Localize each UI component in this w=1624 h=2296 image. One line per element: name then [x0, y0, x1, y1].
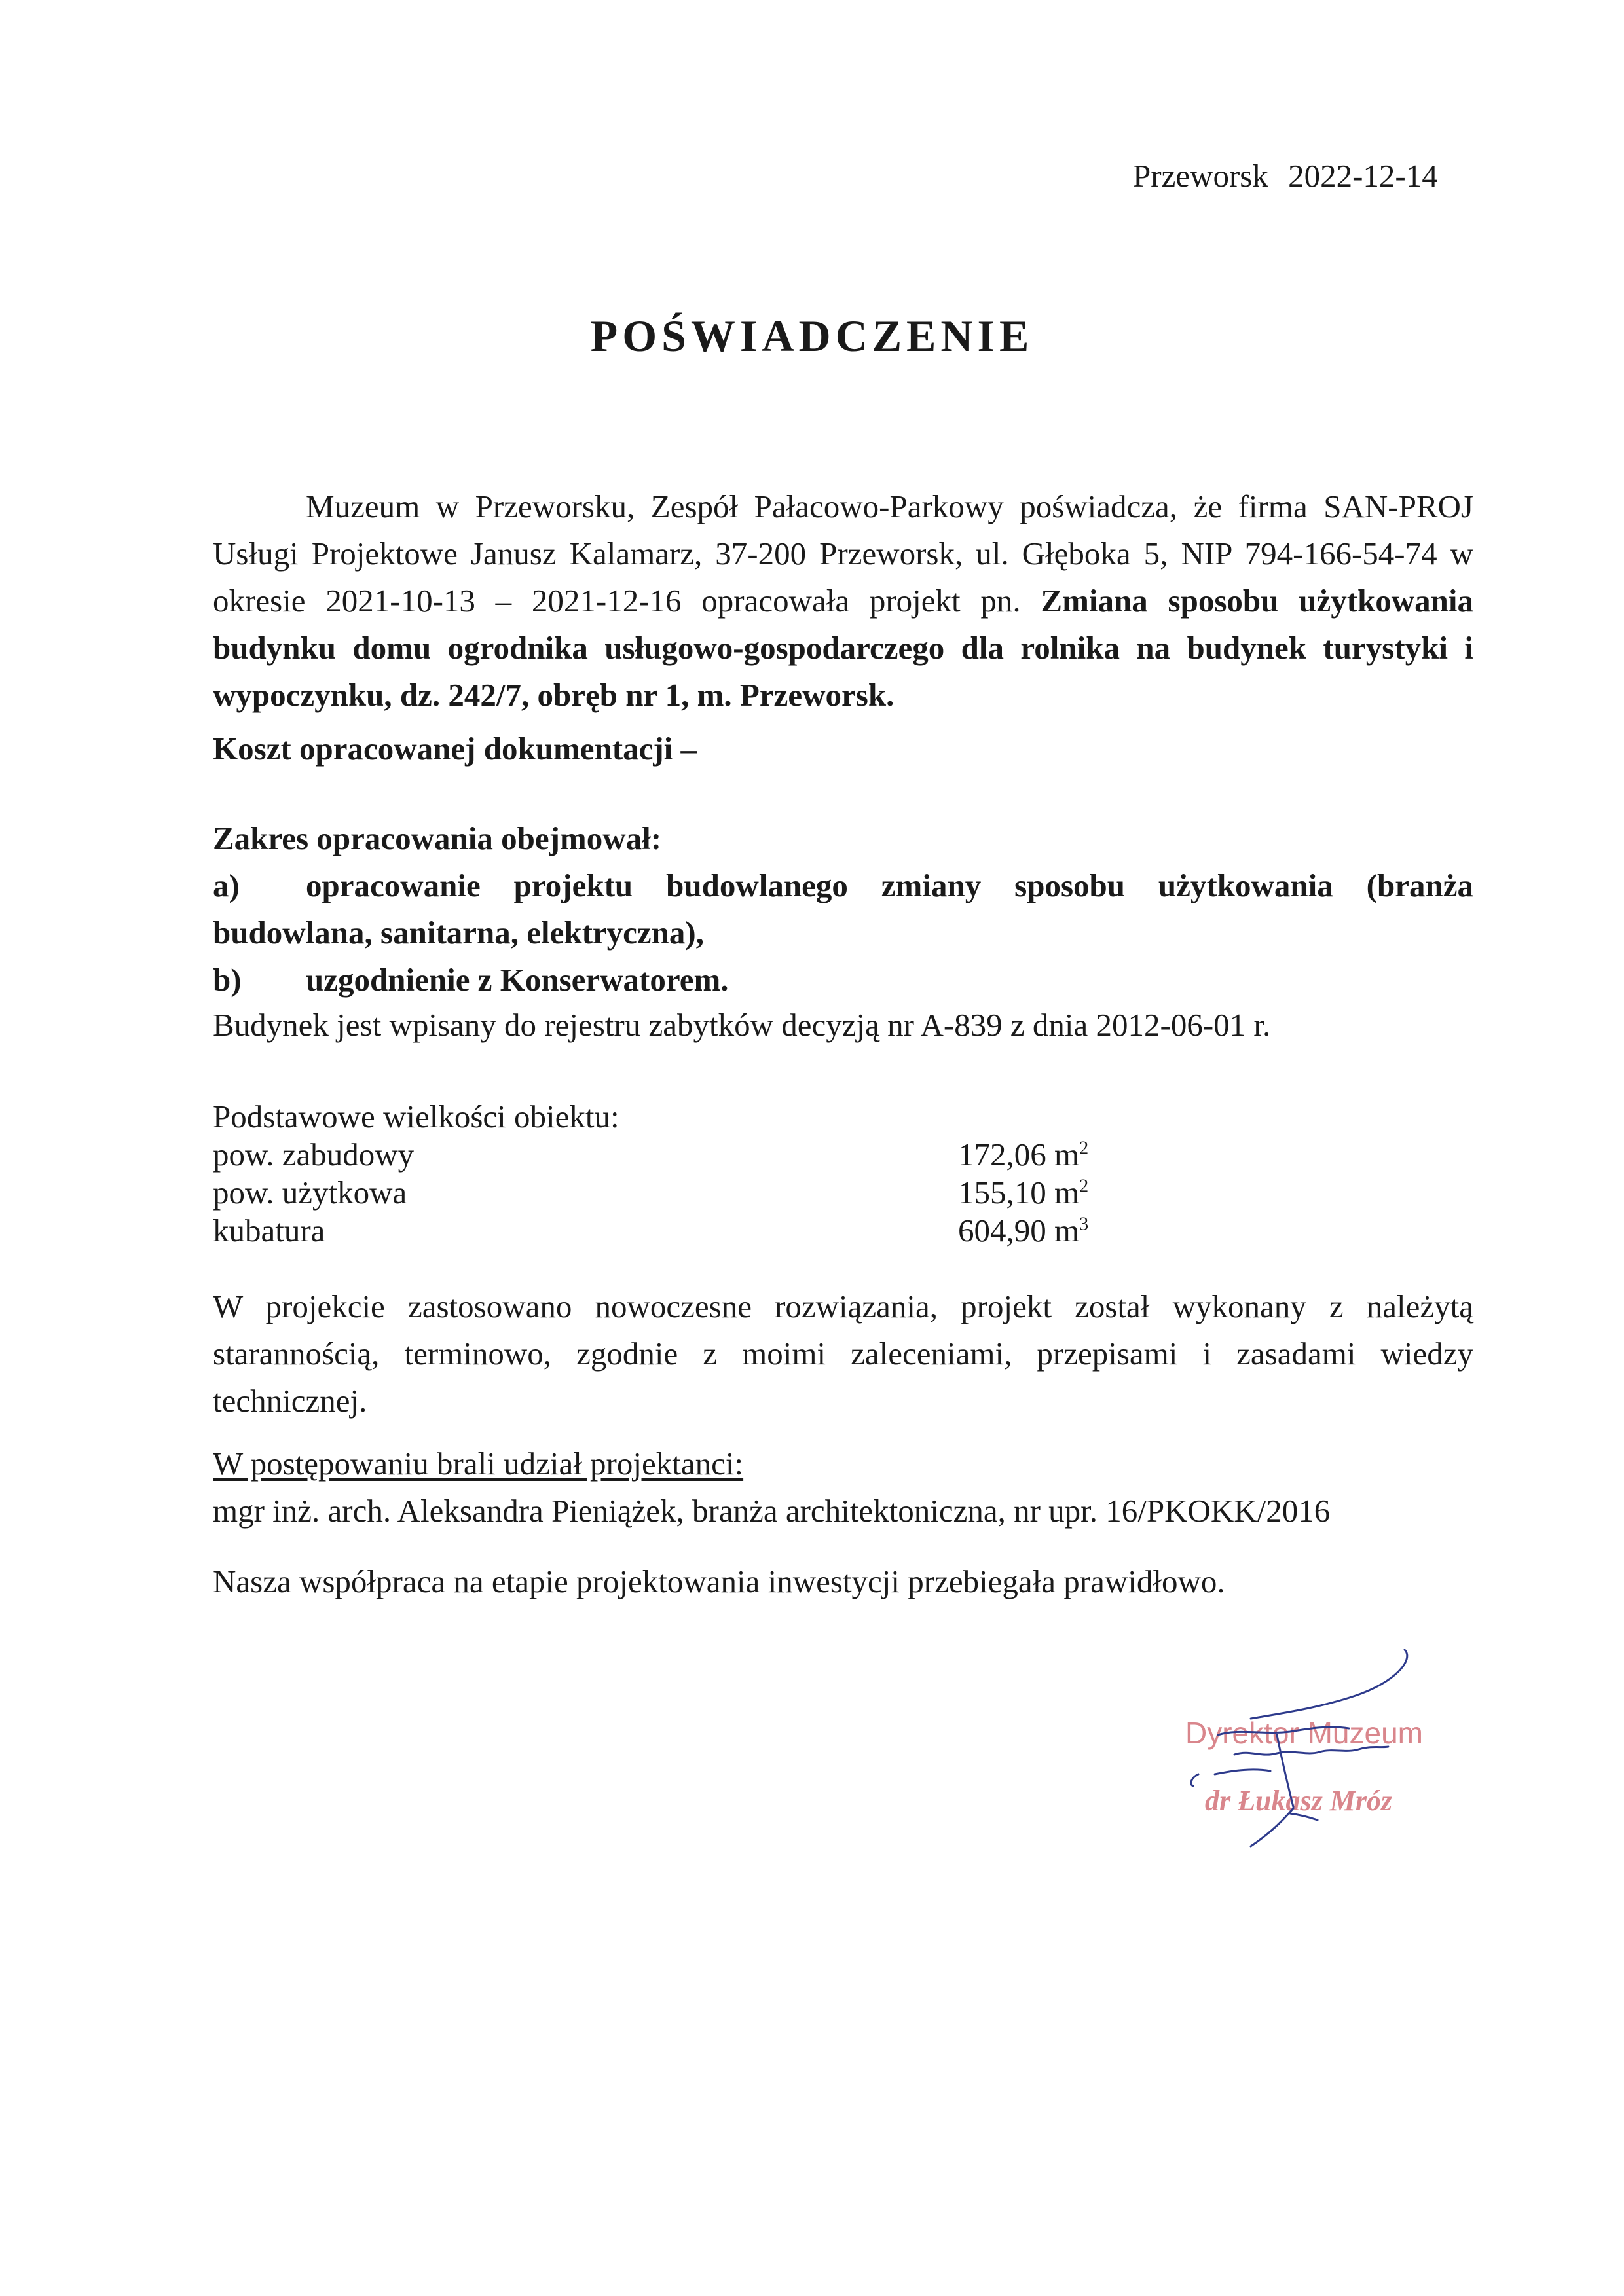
param-row — [213, 1174, 1195, 1212]
intro-text: Muzeum w Przeworsku, Zespół Pałacowo-Parkowy poświadcza, że firma SAN-PROJ Usługi Projektowe Janusz Kalamarz, 37-200 Przeworsk, ul. Głęboka 5, NIP 794-166-54-74 w okresie 2021-10-13 – 2021-12-16 opracowała projekt pn. — [213, 488, 1473, 619]
document-title: POŚWIADCZENIE — [590, 311, 1034, 361]
cooperation-line: Nasza współpraca na etapie projektowania inwestycji przebiegała prawidłowo. — [213, 1563, 1225, 1599]
param-value: 172,06 $m^2$ — [958, 1137, 1089, 1173]
params-table — [213, 1136, 1195, 1250]
project-name: Zmiana sposobu użytkowania budynku domu ogrodnika usługowo-gospodarczego dla rolnika na budynek turystyki i wypoczynku, dz. 242/7, obręb nr 1, m. Przeworsk. — [213, 583, 1474, 713]
date: 2022-12-14 — [1288, 158, 1438, 194]
place: Przeworsk — [1133, 158, 1268, 194]
handwritten-signature — [1179, 1637, 1460, 1859]
param-name: pow. użytkowa — [213, 1175, 407, 1211]
scope-section — [213, 815, 1473, 1004]
stamp-title: Dyrektor Muzeum — [1185, 1716, 1423, 1750]
param-value: 155,10 $m^2$ — [958, 1175, 1089, 1211]
param-value: 604,90 $m^3$ — [958, 1212, 1089, 1248]
scope-item — [213, 862, 1473, 957]
designer-line: mgr inż. arch. Aleksandra Pieniążek, branża architektoniczna, nr upr. 16/PKOKK/2016 — [213, 1493, 1331, 1529]
closing-paragraph: W projekcie zastosowano nowoczesne rozwiązania, projekt został wykonany z należytą starannością, terminowo, zgodnie z moimi zaleceniami, przepisami i zasadami wiedzy technicznej. — [213, 1288, 1473, 1419]
designers-heading: W postępowaniu brali udział projektanci: — [213, 1446, 744, 1482]
scope-heading: Zakres opracowania obejmował: — [213, 820, 662, 856]
param-exponent: 2 — [1079, 1176, 1089, 1197]
intro-paragraph — [213, 483, 1473, 719]
scope-item-marker: b) — [213, 962, 242, 998]
scope-item-text: opracowanie projektu budowlanego zmiany sposobu użytkowania (branża budowlana, sanitarna, elektryczna), — [213, 867, 1473, 951]
scope-item — [213, 957, 1473, 1004]
param-exponent: 2 — [1079, 1138, 1089, 1159]
param-row — [213, 1136, 1195, 1174]
registry-line: Budynek jest wpisany do rejestru zabytków decyzją nr A-839 z dnia 2012-06-01 r. — [213, 1007, 1271, 1043]
param-name: kubatura — [213, 1212, 325, 1248]
cost-line: Koszt opracowanej dokumentacji – — [213, 731, 697, 767]
param-row — [213, 1212, 1195, 1250]
params-heading: Podstawowe wielkości obiektu: — [213, 1099, 619, 1135]
scope-item-text: uzgodnienie z Konserwatorem. — [306, 962, 729, 998]
param-exponent: 3 — [1079, 1214, 1089, 1235]
scope-item-marker: a) — [213, 867, 240, 903]
param-name: pow. zabudowy — [213, 1137, 415, 1173]
place-date — [1133, 157, 1473, 194]
stamp-name: dr Łukasz Mróz — [1205, 1785, 1393, 1817]
designers-section — [213, 1440, 1473, 1535]
